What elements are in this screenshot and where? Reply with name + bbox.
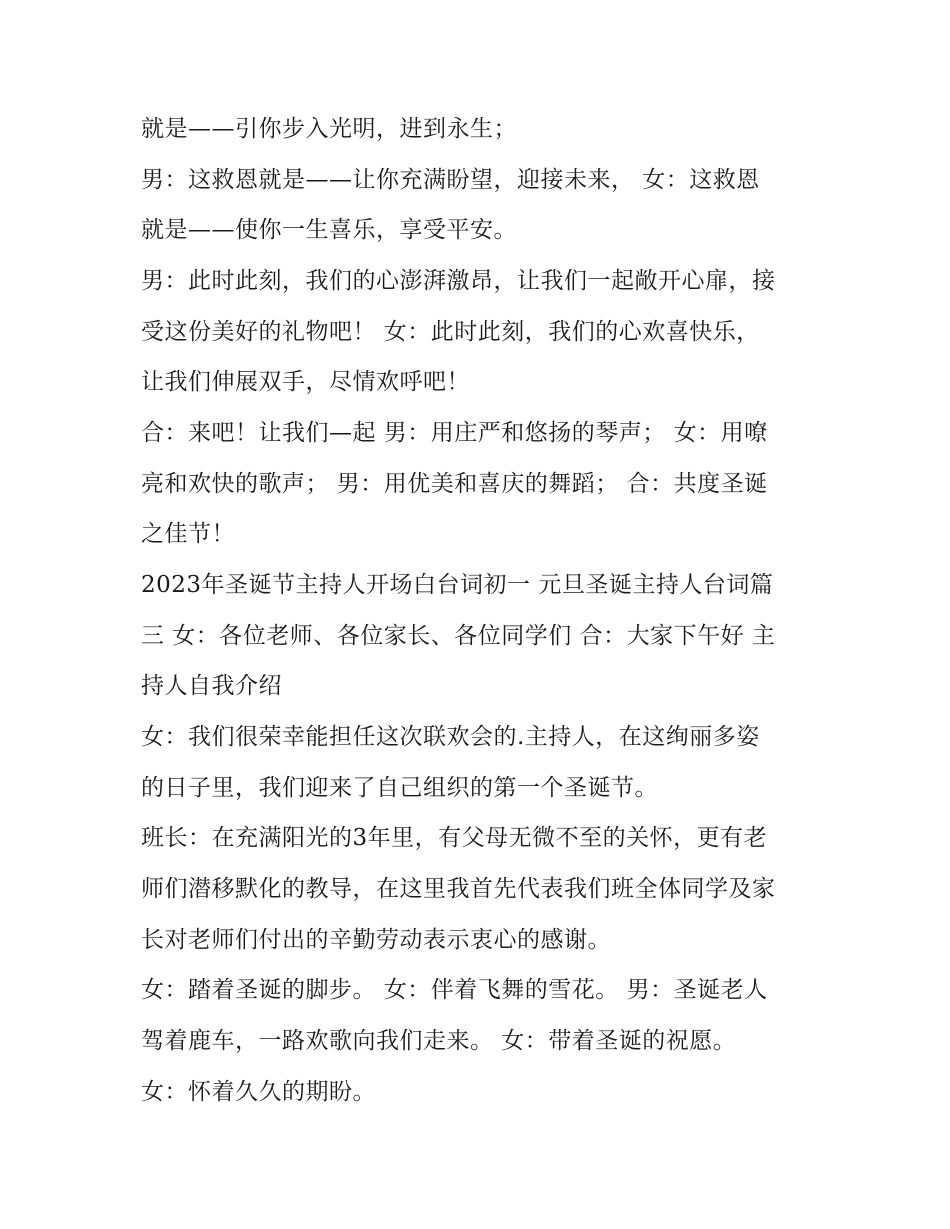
- text-line: 就是——引你步入光明，进到永生；: [141, 116, 517, 142]
- text-line: 班长：在充满阳光的3年里，有父母无微不至的关怀，更有老: [141, 825, 768, 851]
- text-line: 师们潜移默化的教导，在这里我首先代表我们班全体同学及家: [141, 876, 776, 902]
- text-line: 之佳节！: [141, 521, 235, 547]
- text-line: 男：这救恩就是——让你充满盼望，迎接未来， 女：这救恩: [141, 167, 760, 193]
- text-line: 男：此时此刻，我们的心澎湃激昂，让我们一起敞开心扉，接: [141, 268, 776, 294]
- text-line: 就是——使你一生喜乐，享受平安。: [141, 217, 517, 243]
- text-line: 驾着鹿车，一路欢歌向我们走来。 女：带着圣诞的祝愿。: [141, 1028, 737, 1054]
- text-line: 女：怀着久久的期盼。: [141, 1079, 376, 1105]
- text-line: 女：我们很荣幸能担任这次联欢会的.主持人，在这绚丽多姿: [141, 724, 760, 750]
- text-line: 2023年圣诞节主持人开场白台词初一 元旦圣诞主持人台词篇: [141, 572, 774, 598]
- text-line: 合：来吧！让我们—起 男：用庄严和悠扬的琴声； 女：用嘹: [141, 420, 768, 446]
- text-line: 女：踏着圣诞的脚步。 女：伴着飞舞的雪花。 男：圣诞老人: [141, 977, 768, 1003]
- text-line: 让我们伸展双手，尽情欢呼吧！: [141, 369, 470, 395]
- text-line: 三 女：各位老师、各位家长、各位同学们 合：大家下午好 主: [141, 623, 776, 649]
- text-line: 的日子里，我们迎来了自己组织的第一个圣诞节。: [141, 775, 658, 801]
- text-line: 受这份美好的礼物吧！ 女：此时此刻，我们的心欢喜快乐，: [141, 319, 760, 345]
- text-line: 亮和欢快的歌声； 男：用优美和喜庆的舞蹈； 合：共度圣诞: [141, 471, 768, 497]
- text-line: 持人自我介绍: [141, 673, 282, 699]
- text-line: 长对老师们付出的辛勤劳动表示衷心的感谢。: [141, 927, 611, 953]
